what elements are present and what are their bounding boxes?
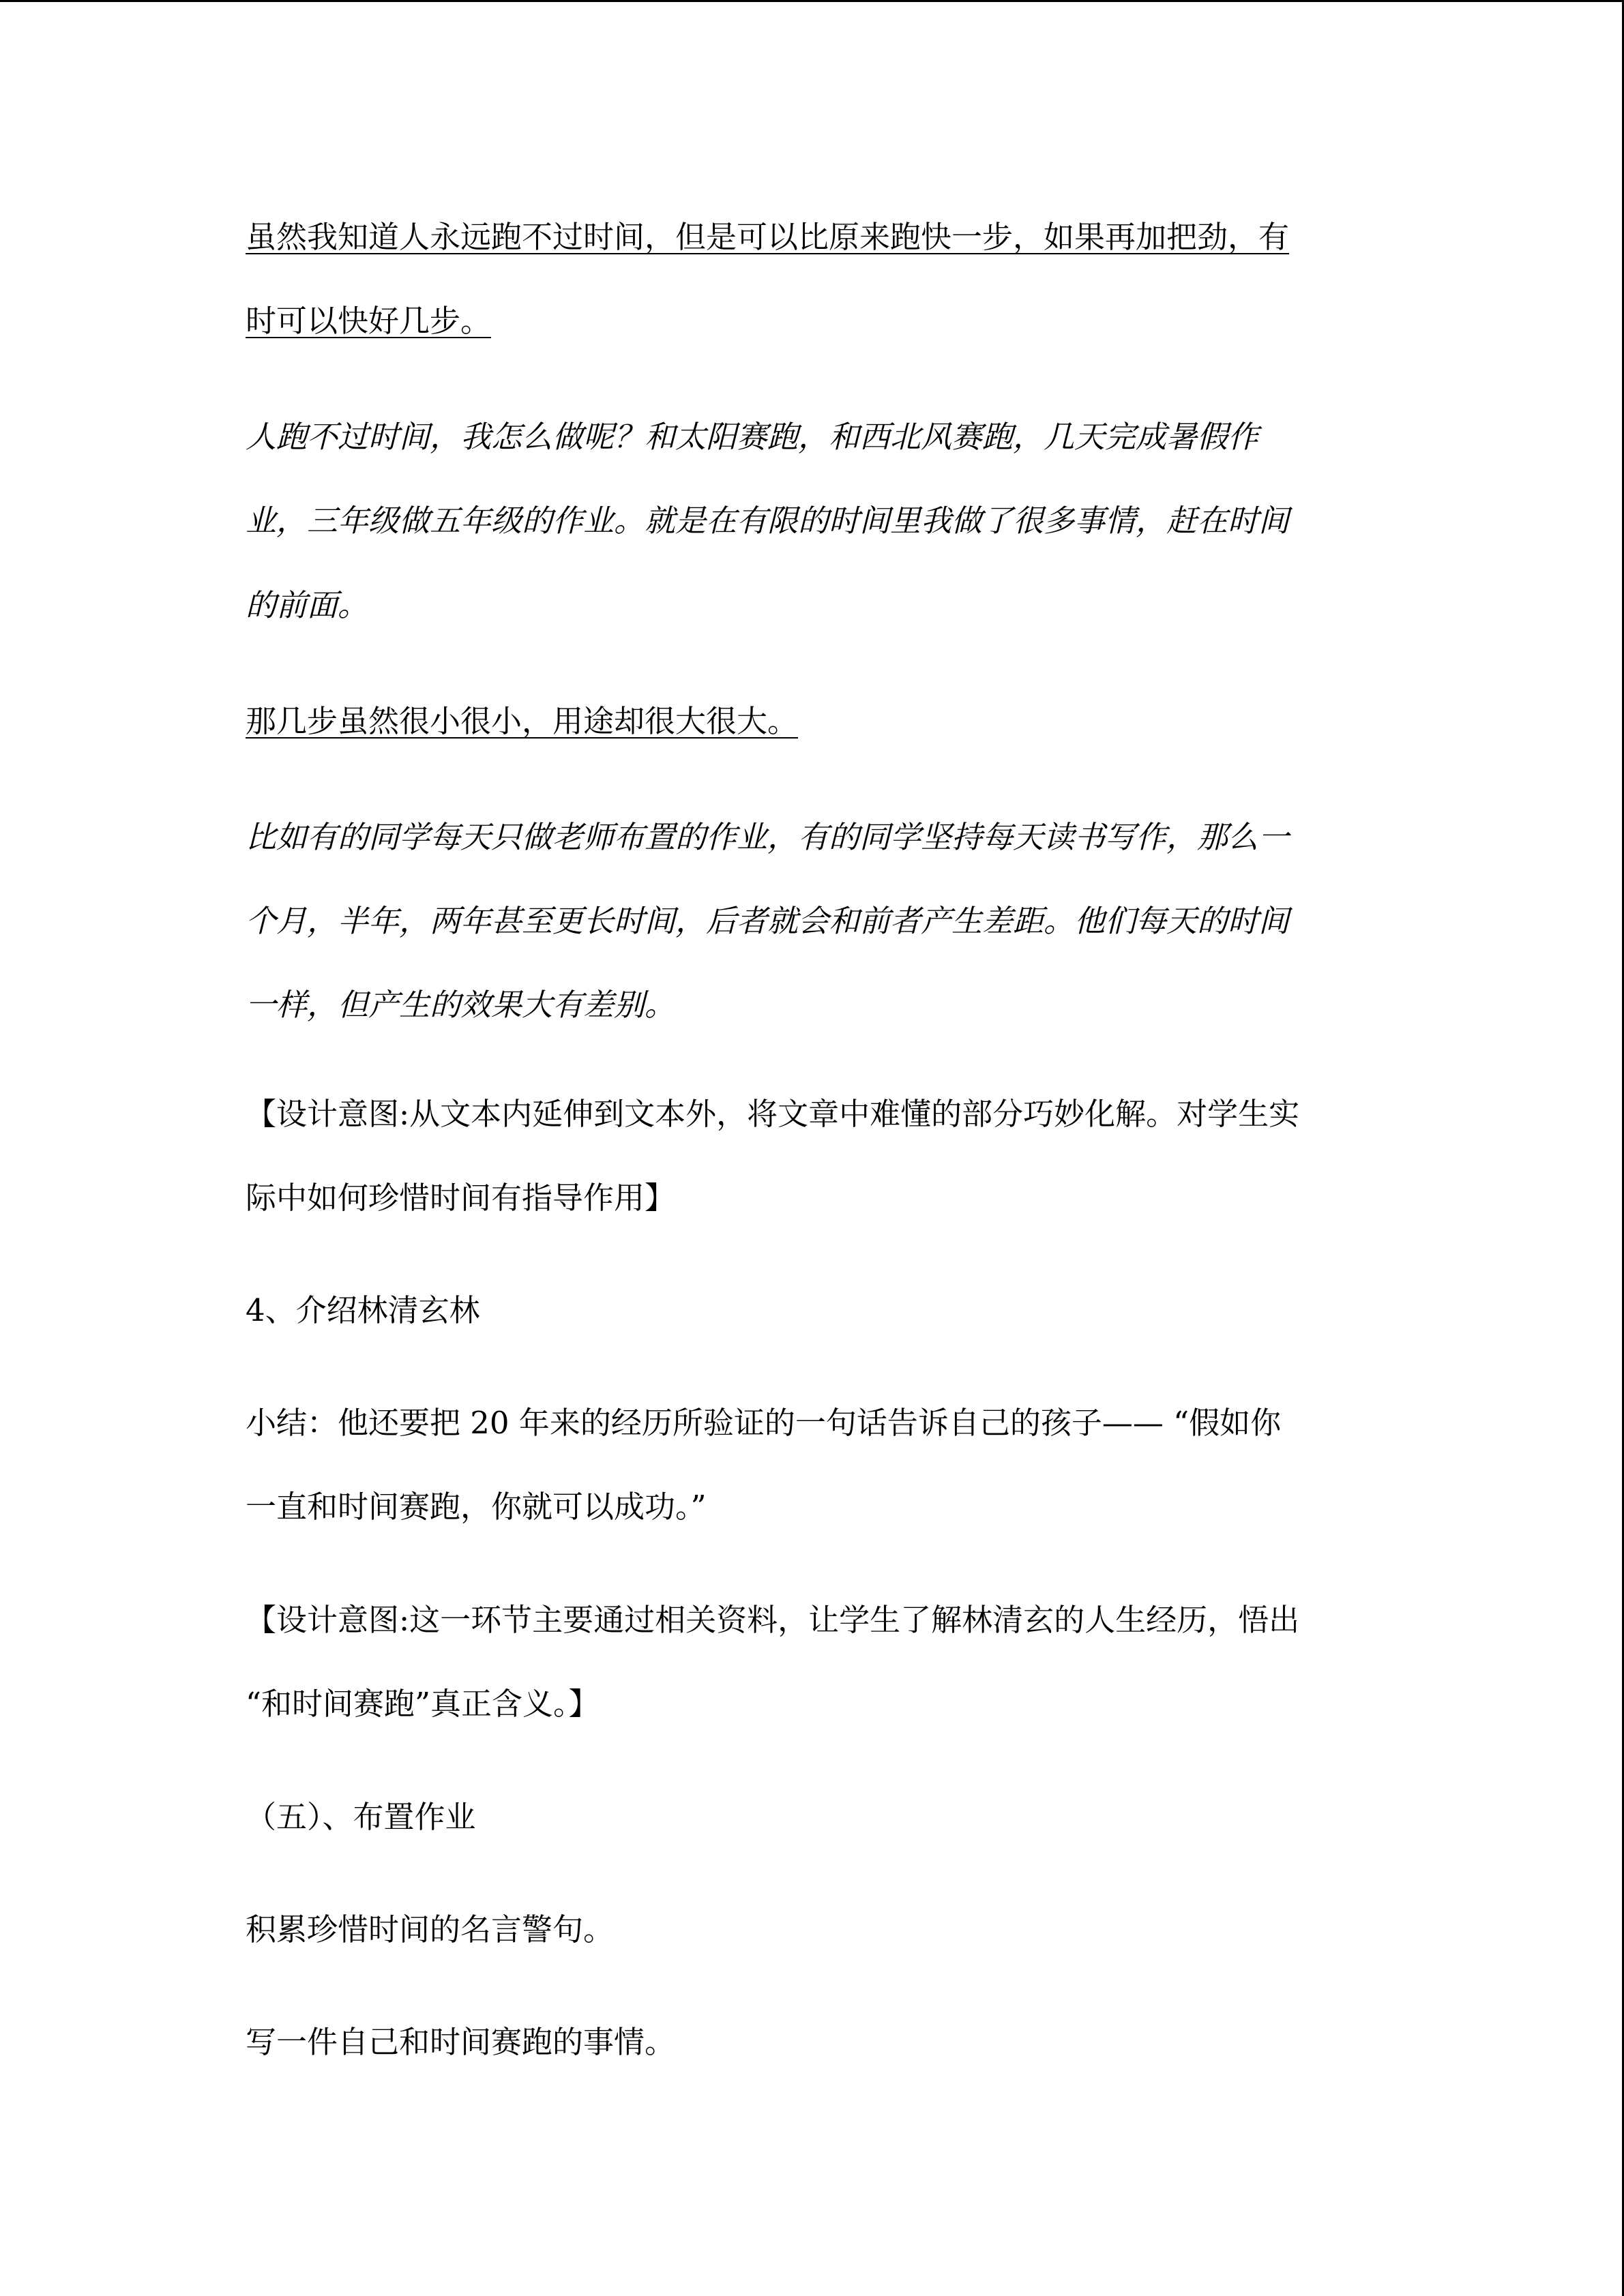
explanation-line-3: 的前面。 <box>246 587 369 623</box>
design-intent-1-line-1: 【设计意图:从文本内延伸到文本外，将文章中难懂的部分巧妙化解。对学生实 <box>246 1096 1300 1132</box>
summary-line-2: 一直和时间赛跑，你就可以成功。” <box>246 1489 707 1525</box>
example-line-3: 一样，但产生的效果大有差别。 <box>246 987 676 1023</box>
design-intent-1-line-2: 际中如何珍惜时间有指导作用】 <box>246 1180 676 1216</box>
design-intent-2-line-2: “和时间赛跑”真正含义。】 <box>246 1686 600 1722</box>
summary-line-1: 小结：他还要把 20 年来的经历所验证的一句话告诉自己的孩子—— “假如你 <box>246 1405 1282 1441</box>
example-line-2: 个月，半年，两年甚至更长时间，后者就会和前者产生差距。他们每天的时间 <box>246 903 1290 939</box>
quote-line-1: 虽然我知道人永远跑不过时间，但是可以比原来跑快一步，如果再加把劲，有 <box>246 219 1290 255</box>
quote-line-3: 那几步虽然很小很小，用途却很大很大。 <box>246 703 799 739</box>
explanation-line-1: 人跑不过时间，我怎么做呢？和太阳赛跑，和西北风赛跑，几天完成暑假作 <box>246 419 1259 455</box>
example-line-1: 比如有的同学每天只做老师布置的作业，有的同学坚持每天读书写作，那么一 <box>246 819 1290 855</box>
section-heading-4: 4、介绍林清玄林 <box>246 1292 480 1328</box>
homework-item-2: 写一件自己和时间赛跑的事情。 <box>246 2024 676 2060</box>
document-page <box>246 0 1378 2296</box>
section-heading-homework: （五）、布置作业 <box>246 1799 476 1835</box>
quote-line-2: 时可以快好几步。 <box>246 303 492 339</box>
design-intent-2-line-1: 【设计意图:这一环节主要通过相关资料，让学生了解林清玄的人生经历，悟出 <box>246 1602 1300 1638</box>
homework-item-1: 积累珍惜时间的名言警句。 <box>246 1911 615 1948</box>
explanation-line-2: 业，三年级做五年级的作业。就是在有限的时间里我做了很多事情，赶在时间 <box>246 503 1290 539</box>
